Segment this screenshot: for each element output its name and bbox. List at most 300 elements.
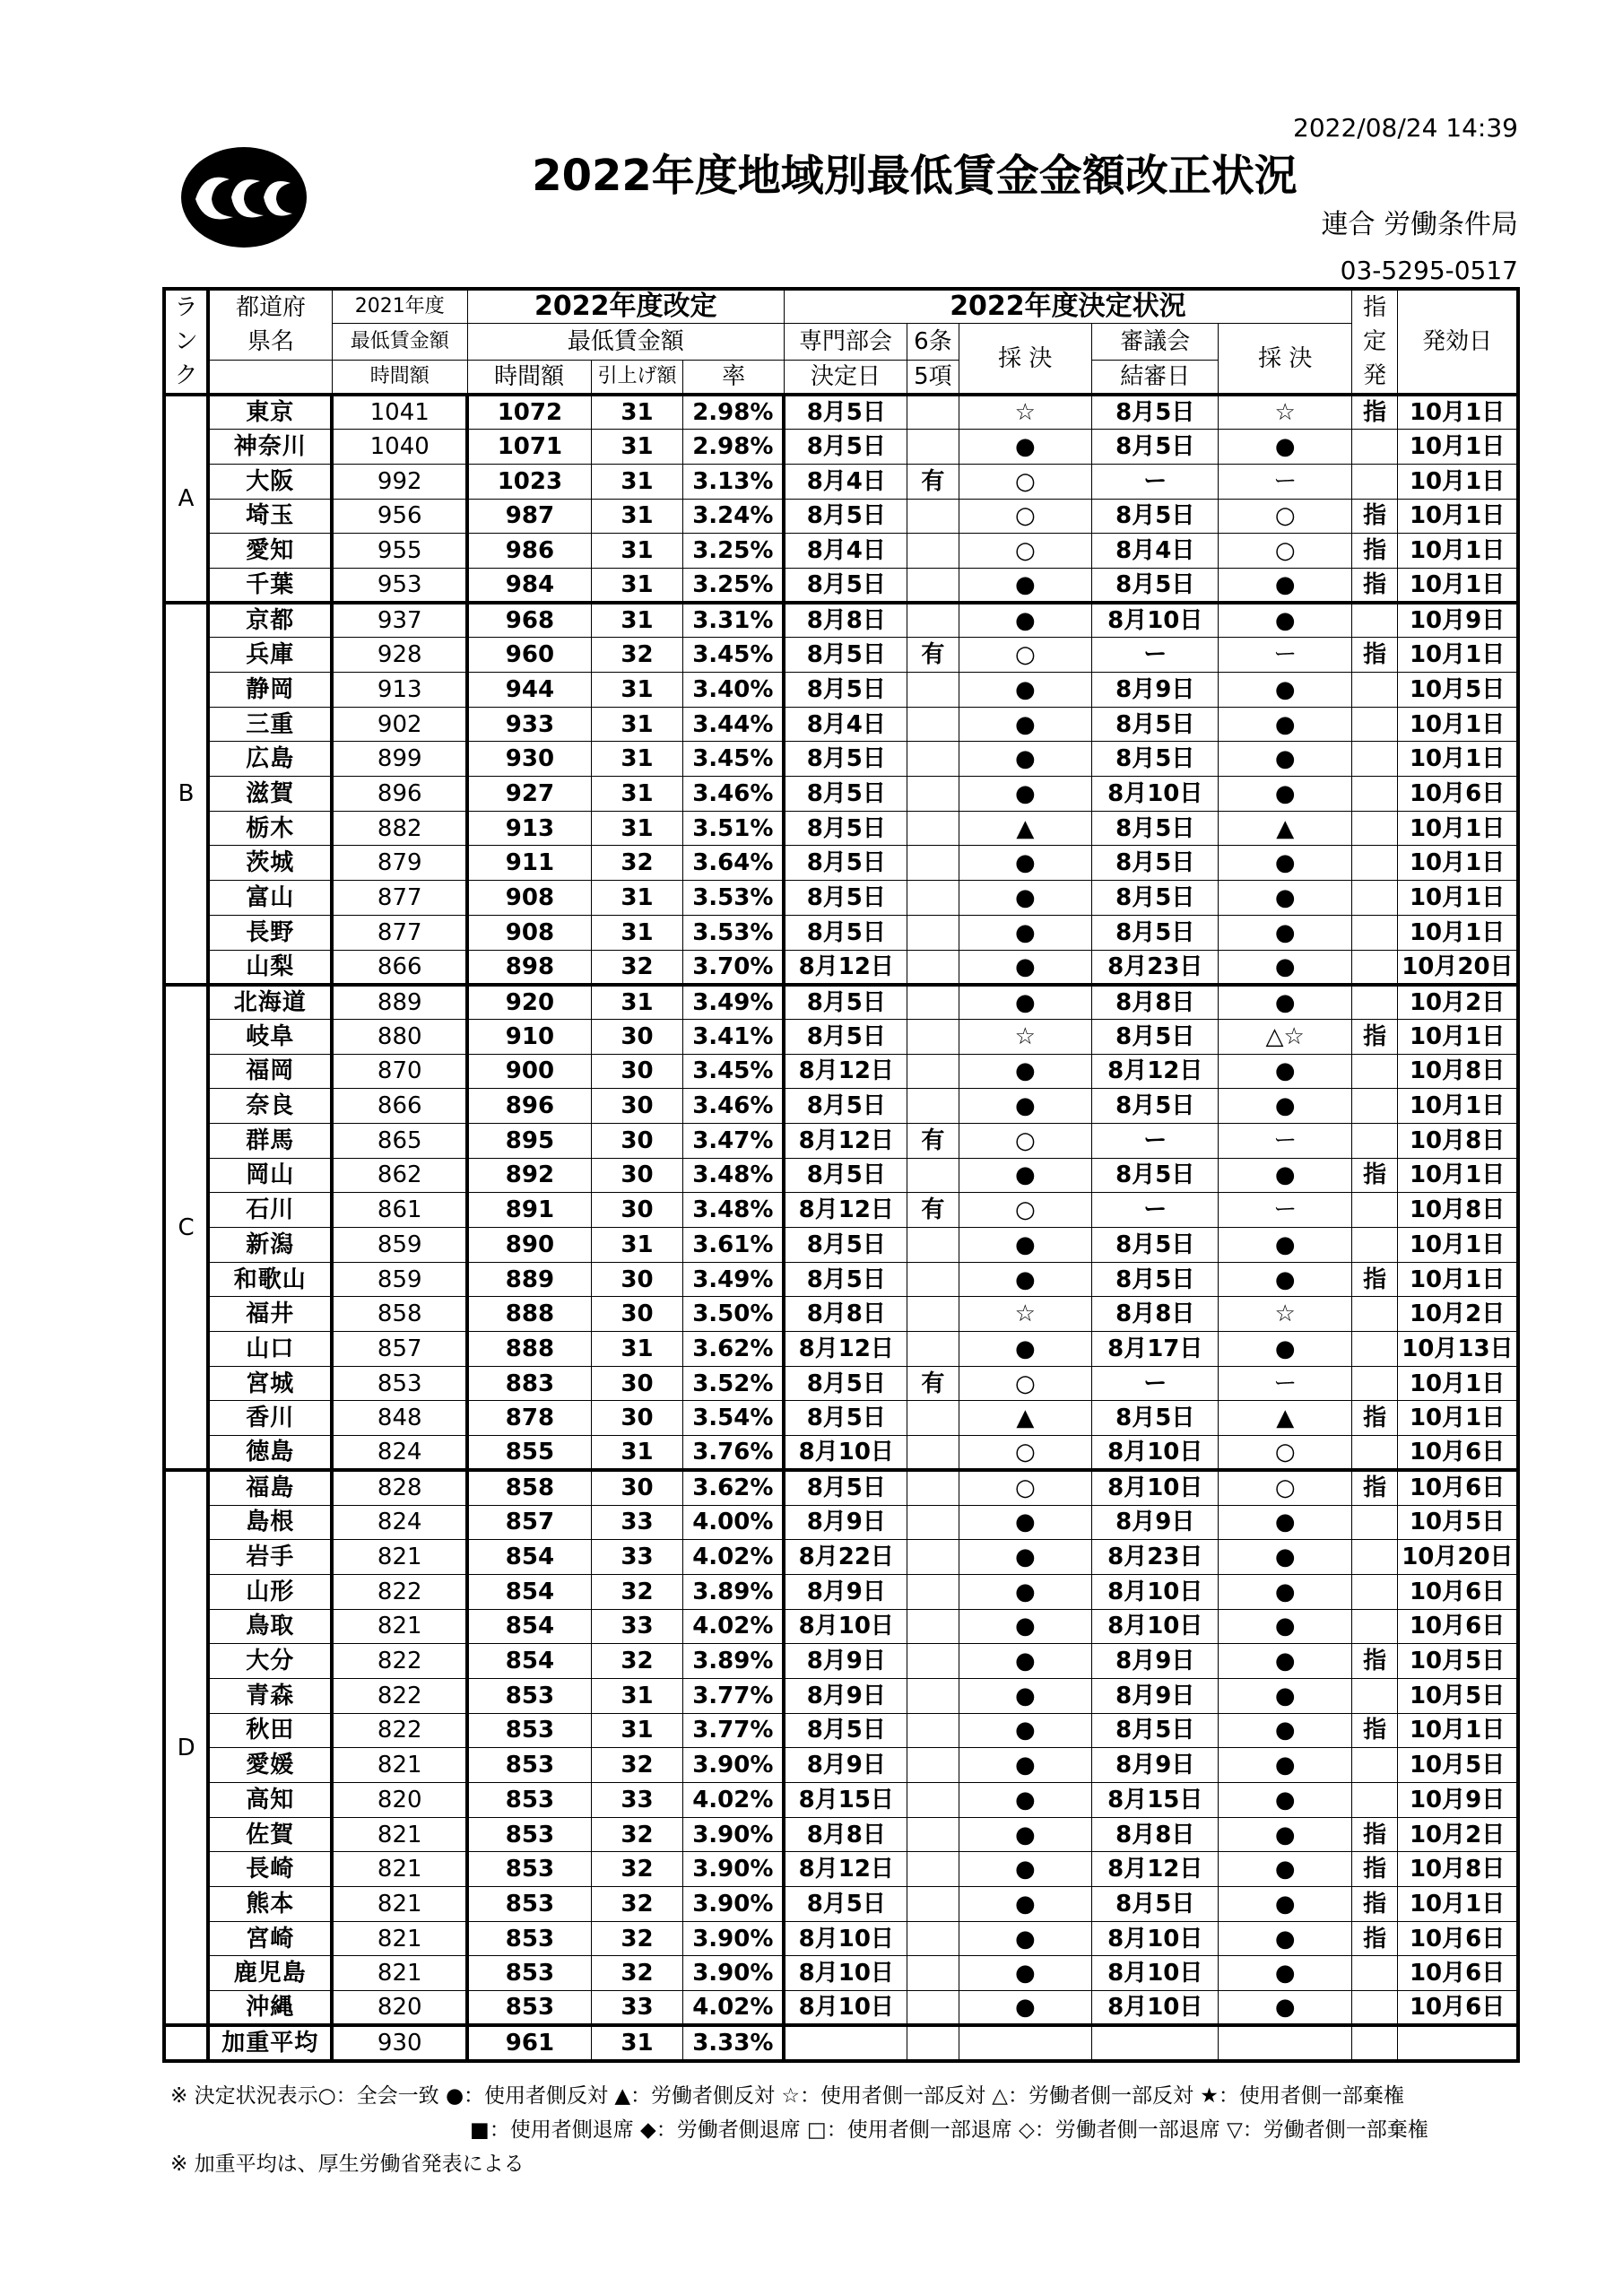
raise-rate: 3.52% bbox=[683, 1366, 785, 1401]
vote-shingi: ● bbox=[1219, 1817, 1352, 1852]
effective-date: 10月8日 bbox=[1398, 1054, 1518, 1089]
art6-flag bbox=[907, 1713, 959, 1748]
pref-name: 奈良 bbox=[208, 1089, 332, 1124]
effective-date: 10月8日 bbox=[1398, 1193, 1518, 1228]
shingi-date: 8月10日 bbox=[1092, 1470, 1219, 1505]
effective-date: 10月20日 bbox=[1398, 1540, 1518, 1575]
art6-flag bbox=[907, 1991, 959, 2026]
wage-2021: 848 bbox=[332, 1401, 467, 1436]
vote-shingi: ● bbox=[1219, 1089, 1352, 1124]
wage-2022: 855 bbox=[467, 1436, 591, 1471]
senmon-date: 8月9日 bbox=[784, 1748, 907, 1783]
vote-shingi: ● bbox=[1219, 1713, 1352, 1748]
vote-senmon: ● bbox=[959, 777, 1092, 812]
designated-flag bbox=[1351, 1956, 1397, 1991]
table-row bbox=[164, 777, 1518, 812]
designated-flag: 指 bbox=[1351, 534, 1397, 569]
designated-flag bbox=[1351, 777, 1397, 812]
legend-line-3: ※ 加重平均は、厚生労働省発表による bbox=[170, 2152, 525, 2176]
total-empty-cell bbox=[1398, 2025, 1518, 2061]
raise-amount: 31 bbox=[591, 673, 682, 708]
vote-senmon: ▲ bbox=[959, 1401, 1092, 1436]
wage-2021: 865 bbox=[332, 1123, 467, 1158]
wage-2022: 890 bbox=[467, 1228, 591, 1263]
art6-flag bbox=[907, 603, 959, 638]
vote-senmon: ● bbox=[959, 673, 1092, 708]
raise-rate: 3.77% bbox=[683, 1713, 785, 1748]
senmon-date: 8月5日 bbox=[784, 1019, 907, 1054]
shingi-date: 8月5日 bbox=[1092, 881, 1219, 916]
senmon-date: 8月10日 bbox=[784, 1956, 907, 1991]
raise-amount: 33 bbox=[591, 1505, 682, 1540]
designated-flag bbox=[1351, 1332, 1397, 1367]
vote-senmon: ○ bbox=[959, 464, 1092, 499]
effective-date: 10月5日 bbox=[1398, 1748, 1518, 1783]
designated-flag: 指 bbox=[1351, 638, 1397, 673]
table-row bbox=[164, 1158, 1518, 1193]
table-row bbox=[164, 1054, 1518, 1089]
raise-rate: 4.00% bbox=[683, 1505, 785, 1540]
pref-name: 山形 bbox=[208, 1574, 332, 1609]
raise-rate: 3.53% bbox=[683, 915, 785, 950]
table-row bbox=[164, 1262, 1518, 1297]
wage-2022: 888 bbox=[467, 1297, 591, 1332]
vote-shingi: ● bbox=[1219, 1644, 1352, 1679]
vote-shingi: ● bbox=[1219, 707, 1352, 742]
raise-amount: 32 bbox=[591, 1644, 682, 1679]
shingi-date: 8月5日 bbox=[1092, 568, 1219, 603]
wage-2022: 908 bbox=[467, 881, 591, 916]
vote-senmon: ● bbox=[959, 1089, 1092, 1124]
table-row bbox=[164, 1991, 1518, 2026]
designated-flag bbox=[1351, 950, 1397, 985]
senmon-date: 8月5日 bbox=[784, 1262, 907, 1297]
table-row bbox=[164, 1852, 1518, 1887]
raise-rate: 3.77% bbox=[683, 1678, 785, 1713]
shingi-date: 8月5日 bbox=[1092, 1019, 1219, 1054]
table-body bbox=[164, 395, 1518, 2061]
effective-date: 10月1日 bbox=[1398, 1262, 1518, 1297]
phone-number: 03-5295-0517 bbox=[1340, 256, 1518, 285]
designated-flag bbox=[1351, 1054, 1397, 1089]
raise-rate: 3.31% bbox=[683, 603, 785, 638]
vote-shingi: ● bbox=[1219, 1228, 1352, 1263]
table-row bbox=[164, 1574, 1518, 1609]
pref-name: 愛知 bbox=[208, 534, 332, 569]
raise-rate: 4.02% bbox=[683, 1783, 785, 1818]
wage-2021: 822 bbox=[332, 1678, 467, 1713]
raise-amount: 31 bbox=[591, 1332, 682, 1367]
wage-2021: 953 bbox=[332, 568, 467, 603]
art6-flag bbox=[907, 1505, 959, 1540]
senmon-date: 8月9日 bbox=[784, 1678, 907, 1713]
effective-date: 10月1日 bbox=[1398, 1401, 1518, 1436]
designated-flag: 指 bbox=[1351, 499, 1397, 534]
senmon-date: 8月5日 bbox=[784, 1366, 907, 1401]
table-row bbox=[164, 1123, 1518, 1158]
effective-date: 10月2日 bbox=[1398, 1297, 1518, 1332]
table-row bbox=[164, 1678, 1518, 1713]
senmon-date: 8月10日 bbox=[784, 1609, 907, 1644]
vote-shingi: ● bbox=[1219, 846, 1352, 881]
raise-amount: 31 bbox=[591, 603, 682, 638]
vote-senmon: ● bbox=[959, 915, 1092, 950]
pref-name: 栃木 bbox=[208, 811, 332, 846]
wage-2021: 824 bbox=[332, 1436, 467, 1471]
senmon-date: 8月5日 bbox=[784, 499, 907, 534]
art6-flag bbox=[907, 1158, 959, 1193]
wage-2021: 913 bbox=[332, 673, 467, 708]
shingi-date: ー bbox=[1092, 464, 1219, 499]
table-row bbox=[164, 1921, 1518, 1956]
shingi-date: 8月5日 bbox=[1092, 811, 1219, 846]
pref-name: 福島 bbox=[208, 1470, 332, 1505]
raise-amount: 31 bbox=[591, 464, 682, 499]
art6-flag bbox=[907, 1436, 959, 1471]
shingi-date: 8月5日 bbox=[1092, 742, 1219, 777]
art6-flag bbox=[907, 1783, 959, 1818]
designated-flag bbox=[1351, 1574, 1397, 1609]
header-2021-a: 2021年度 bbox=[332, 289, 467, 324]
shingi-date: 8月10日 bbox=[1092, 1921, 1219, 1956]
raise-rate: 3.45% bbox=[683, 742, 785, 777]
shingi-date: 8月12日 bbox=[1092, 1852, 1219, 1887]
vote-senmon: ▲ bbox=[959, 811, 1092, 846]
shingi-date: 8月5日 bbox=[1092, 1228, 1219, 1263]
senmon-date: 8月9日 bbox=[784, 1574, 907, 1609]
vote-shingi: ● bbox=[1219, 1921, 1352, 1956]
designated-flag bbox=[1351, 811, 1397, 846]
wage-2021: 862 bbox=[332, 1158, 467, 1193]
pref-name: 北海道 bbox=[208, 985, 332, 1020]
raise-rate: 3.46% bbox=[683, 777, 785, 812]
table-row bbox=[164, 1887, 1518, 1922]
senmon-date: 8月5日 bbox=[784, 1158, 907, 1193]
vote-senmon: ● bbox=[959, 1158, 1092, 1193]
art6-flag bbox=[907, 1644, 959, 1679]
vote-senmon: ● bbox=[959, 707, 1092, 742]
wage-2021: 821 bbox=[332, 1609, 467, 1644]
art6-flag bbox=[907, 707, 959, 742]
shingi-date: ー bbox=[1092, 1123, 1219, 1158]
wage-2022: 895 bbox=[467, 1123, 591, 1158]
shingi-date: 8月9日 bbox=[1092, 1678, 1219, 1713]
wage-2022: 1072 bbox=[467, 395, 591, 430]
art6-flag bbox=[907, 1054, 959, 1089]
vote-shingi: ー bbox=[1219, 1366, 1352, 1401]
pref-name: 大阪 bbox=[208, 464, 332, 499]
effective-date: 10月1日 bbox=[1398, 430, 1518, 465]
senmon-date: 8月5日 bbox=[784, 915, 907, 950]
wage-2021: 880 bbox=[332, 1019, 467, 1054]
total-wage-2021: 930 bbox=[332, 2025, 467, 2061]
wage-2022: 854 bbox=[467, 1540, 591, 1575]
raise-amount: 31 bbox=[591, 395, 682, 430]
vote-shingi: ● bbox=[1219, 1054, 1352, 1089]
raise-amount: 32 bbox=[591, 1921, 682, 1956]
vote-senmon: ○ bbox=[959, 499, 1092, 534]
pref-name: 宮崎 bbox=[208, 1921, 332, 1956]
raise-amount: 30 bbox=[591, 1366, 682, 1401]
pref-name: 愛媛 bbox=[208, 1748, 332, 1783]
effective-date: 10月5日 bbox=[1398, 673, 1518, 708]
header-2022-a: 2022年度改定 bbox=[467, 289, 784, 324]
designated-flag bbox=[1351, 846, 1397, 881]
designated-flag bbox=[1351, 1366, 1397, 1401]
weighted-average-row bbox=[164, 2025, 1518, 2061]
table-row bbox=[164, 1401, 1518, 1436]
header-shitei: 指 定 発 bbox=[1351, 289, 1397, 395]
raise-rate: 3.49% bbox=[683, 985, 785, 1020]
raise-amount: 33 bbox=[591, 1609, 682, 1644]
pref-name: 岡山 bbox=[208, 1158, 332, 1193]
raise-amount: 30 bbox=[591, 1019, 682, 1054]
pref-name: 滋賀 bbox=[208, 777, 332, 812]
shingi-date: 8月9日 bbox=[1092, 1505, 1219, 1540]
vote-shingi: ☆ bbox=[1219, 395, 1352, 430]
total-wage-2022: 961 bbox=[467, 2025, 591, 2061]
wage-2022: 911 bbox=[467, 846, 591, 881]
raise-amount: 31 bbox=[591, 915, 682, 950]
senmon-date: 8月12日 bbox=[784, 1332, 907, 1367]
raise-amount: 30 bbox=[591, 1089, 682, 1124]
wage-2022: 987 bbox=[467, 499, 591, 534]
raise-rate: 3.25% bbox=[683, 534, 785, 569]
vote-shingi: ● bbox=[1219, 777, 1352, 812]
raise-amount: 30 bbox=[591, 1123, 682, 1158]
raise-rate: 3.89% bbox=[683, 1644, 785, 1679]
senmon-date: 8月12日 bbox=[784, 1193, 907, 1228]
wage-2022: 891 bbox=[467, 1193, 591, 1228]
total-empty-cell bbox=[1351, 2025, 1397, 2061]
wage-2022: 853 bbox=[467, 1783, 591, 1818]
table-row bbox=[164, 1470, 1518, 1505]
vote-shingi: ● bbox=[1219, 1852, 1352, 1887]
wage-2021: 937 bbox=[332, 603, 467, 638]
table-row bbox=[164, 638, 1518, 673]
raise-amount: 32 bbox=[591, 846, 682, 881]
wage-2022: 853 bbox=[467, 1713, 591, 1748]
senmon-date: 8月5日 bbox=[784, 1228, 907, 1263]
raise-amount: 31 bbox=[591, 1713, 682, 1748]
wage-2021: 824 bbox=[332, 1505, 467, 1540]
effective-date: 10月5日 bbox=[1398, 1505, 1518, 1540]
raise-amount: 30 bbox=[591, 1262, 682, 1297]
senmon-date: 8月10日 bbox=[784, 1921, 907, 1956]
art6-flag: 有 bbox=[907, 464, 959, 499]
wage-2022: 986 bbox=[467, 534, 591, 569]
wage-2021: 866 bbox=[332, 1089, 467, 1124]
pref-name: 新潟 bbox=[208, 1228, 332, 1263]
shingi-date: ー bbox=[1092, 1193, 1219, 1228]
header-2021-c: 時間額 bbox=[332, 360, 467, 395]
raise-amount: 31 bbox=[591, 568, 682, 603]
pref-name: 島根 bbox=[208, 1505, 332, 1540]
header-status: 2022年度決定状況 bbox=[784, 289, 1351, 324]
table-row bbox=[164, 1748, 1518, 1783]
designated-flag: 指 bbox=[1351, 1470, 1397, 1505]
senmon-date: 8月8日 bbox=[784, 1297, 907, 1332]
vote-shingi: ● bbox=[1219, 950, 1352, 985]
raise-amount: 30 bbox=[591, 1401, 682, 1436]
raise-amount: 31 bbox=[591, 742, 682, 777]
shingi-date: ー bbox=[1092, 638, 1219, 673]
senmon-date: 8月12日 bbox=[784, 1054, 907, 1089]
header-raise: 引上げ額 bbox=[591, 360, 682, 395]
shingi-date: 8月5日 bbox=[1092, 707, 1219, 742]
raise-rate: 3.90% bbox=[683, 1956, 785, 1991]
header-effective: 発効日 bbox=[1398, 289, 1518, 395]
effective-date: 10月5日 bbox=[1398, 1678, 1518, 1713]
shingi-date: ー bbox=[1092, 1366, 1219, 1401]
designated-flag: 指 bbox=[1351, 1887, 1397, 1922]
senmon-date: 8月4日 bbox=[784, 707, 907, 742]
designated-flag bbox=[1351, 1089, 1397, 1124]
shingi-date: 8月15日 bbox=[1092, 1783, 1219, 1818]
shingi-date: 8月9日 bbox=[1092, 673, 1219, 708]
wage-2021: 1040 bbox=[332, 430, 467, 465]
art6-flag bbox=[907, 1748, 959, 1783]
wage-2021: 821 bbox=[332, 1887, 467, 1922]
header-2021-b: 最低賃金額 bbox=[332, 324, 467, 361]
table-row bbox=[164, 1089, 1518, 1124]
total-rate: 3.33% bbox=[683, 2025, 785, 2061]
header-2022-b: 最低賃金額 bbox=[467, 324, 784, 361]
art6-flag bbox=[907, 568, 959, 603]
pref-name: 宮城 bbox=[208, 1366, 332, 1401]
wage-2021: 821 bbox=[332, 1956, 467, 1991]
shingi-date: 8月10日 bbox=[1092, 603, 1219, 638]
table-row bbox=[164, 915, 1518, 950]
raise-amount: 30 bbox=[591, 1193, 682, 1228]
wage-2021: 877 bbox=[332, 881, 467, 916]
raise-amount: 30 bbox=[591, 1297, 682, 1332]
art6-flag bbox=[907, 1609, 959, 1644]
wage-2021: 879 bbox=[332, 846, 467, 881]
effective-date: 10月1日 bbox=[1398, 638, 1518, 673]
effective-date: 10月1日 bbox=[1398, 1089, 1518, 1124]
table-row bbox=[164, 499, 1518, 534]
vote-senmon: ● bbox=[959, 603, 1092, 638]
table-row bbox=[164, 1505, 1518, 1540]
art6-flag bbox=[907, 1817, 959, 1852]
wage-2021: 899 bbox=[332, 742, 467, 777]
raise-amount: 33 bbox=[591, 1783, 682, 1818]
pref-name: 埼玉 bbox=[208, 499, 332, 534]
effective-date: 10月1日 bbox=[1398, 915, 1518, 950]
total-raise: 31 bbox=[591, 2025, 682, 2061]
vote-shingi: ▲ bbox=[1219, 811, 1352, 846]
shingi-date: 8月10日 bbox=[1092, 1956, 1219, 1991]
table-row bbox=[164, 568, 1518, 603]
wage-2021: 822 bbox=[332, 1713, 467, 1748]
pref-name: 鳥取 bbox=[208, 1609, 332, 1644]
table-row bbox=[164, 1540, 1518, 1575]
wage-2021: 882 bbox=[332, 811, 467, 846]
vote-senmon: ● bbox=[959, 1054, 1092, 1089]
wage-2021: 821 bbox=[332, 1852, 467, 1887]
senmon-date: 8月22日 bbox=[784, 1540, 907, 1575]
total-label: 加重平均 bbox=[208, 2025, 332, 2061]
senmon-date: 8月5日 bbox=[784, 638, 907, 673]
shingi-date: 8月5日 bbox=[1092, 1887, 1219, 1922]
vote-shingi: ○ bbox=[1219, 1436, 1352, 1471]
effective-date: 10月1日 bbox=[1398, 707, 1518, 742]
effective-date: 10月8日 bbox=[1398, 1852, 1518, 1887]
table-row bbox=[164, 1713, 1518, 1748]
pref-name: 福井 bbox=[208, 1297, 332, 1332]
raise-amount: 31 bbox=[591, 534, 682, 569]
senmon-date: 8月9日 bbox=[784, 1505, 907, 1540]
vote-senmon: ○ bbox=[959, 1366, 1092, 1401]
vote-senmon: ☆ bbox=[959, 395, 1092, 430]
designated-flag: 指 bbox=[1351, 1713, 1397, 1748]
raise-rate: 4.02% bbox=[683, 1991, 785, 2026]
pref-name: 長野 bbox=[208, 915, 332, 950]
shingi-date: 8月8日 bbox=[1092, 985, 1219, 1020]
senmon-date: 8月5日 bbox=[784, 777, 907, 812]
shingi-date: 8月23日 bbox=[1092, 950, 1219, 985]
pref-name: 千葉 bbox=[208, 568, 332, 603]
table-row bbox=[164, 1956, 1518, 1991]
raise-amount: 32 bbox=[591, 1956, 682, 1991]
shingi-date: 8月5日 bbox=[1092, 499, 1219, 534]
raise-amount: 32 bbox=[591, 1852, 682, 1887]
wage-2022: 968 bbox=[467, 603, 591, 638]
vote-shingi: ● bbox=[1219, 1158, 1352, 1193]
senmon-date: 8月9日 bbox=[784, 1644, 907, 1679]
effective-date: 10月13日 bbox=[1398, 1332, 1518, 1367]
vote-shingi: ● bbox=[1219, 1505, 1352, 1540]
wage-2022: 853 bbox=[467, 1956, 591, 1991]
table-row bbox=[164, 673, 1518, 708]
effective-date: 10月1日 bbox=[1398, 1158, 1518, 1193]
senmon-date: 8月5日 bbox=[784, 1470, 907, 1505]
vote-senmon: ● bbox=[959, 1713, 1092, 1748]
vote-shingi: ● bbox=[1219, 430, 1352, 465]
wage-2021: 866 bbox=[332, 950, 467, 985]
designated-flag bbox=[1351, 1228, 1397, 1263]
wage-2022: 984 bbox=[467, 568, 591, 603]
rengo-logo bbox=[178, 144, 310, 251]
pref-name: 京都 bbox=[208, 603, 332, 638]
raise-amount: 31 bbox=[591, 707, 682, 742]
wage-2022: 853 bbox=[467, 1921, 591, 1956]
raise-rate: 2.98% bbox=[683, 395, 785, 430]
senmon-date: 8月12日 bbox=[784, 950, 907, 985]
pref-name: 石川 bbox=[208, 1193, 332, 1228]
shingi-date: 8月9日 bbox=[1092, 1644, 1219, 1679]
art6-flag bbox=[907, 1019, 959, 1054]
table-row bbox=[164, 881, 1518, 916]
raise-rate: 3.45% bbox=[683, 1054, 785, 1089]
effective-date: 10月6日 bbox=[1398, 1921, 1518, 1956]
raise-rate: 2.98% bbox=[683, 430, 785, 465]
pref-name: 岩手 bbox=[208, 1540, 332, 1575]
effective-date: 10月1日 bbox=[1398, 568, 1518, 603]
senmon-date: 8月5日 bbox=[784, 1713, 907, 1748]
raise-amount: 33 bbox=[591, 1540, 682, 1575]
wage-2021: 877 bbox=[332, 915, 467, 950]
designated-flag bbox=[1351, 1123, 1397, 1158]
total-empty-cell bbox=[1219, 2025, 1352, 2061]
vote-senmon: ● bbox=[959, 1783, 1092, 1818]
vote-shingi: ● bbox=[1219, 1887, 1352, 1922]
shingi-date: 8月10日 bbox=[1092, 1609, 1219, 1644]
art6-flag bbox=[907, 846, 959, 881]
raise-rate: 4.02% bbox=[683, 1540, 785, 1575]
raise-rate: 3.51% bbox=[683, 811, 785, 846]
